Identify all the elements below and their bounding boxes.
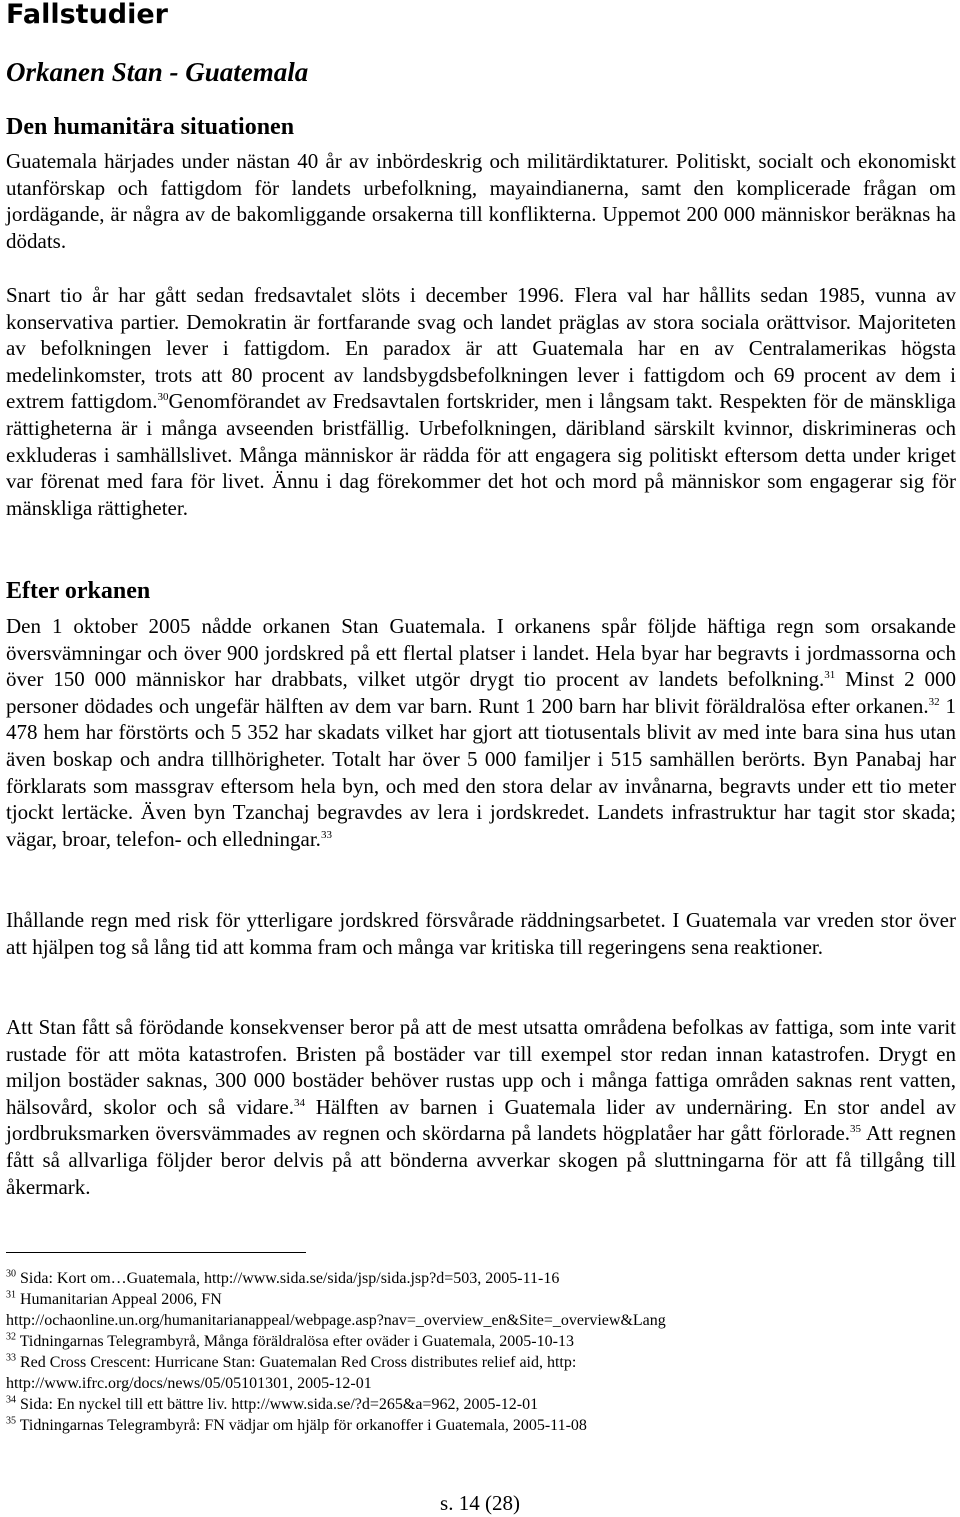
footnote-text: Humanitarian Appeal 2006, FN [16, 1291, 222, 1308]
paragraph-consequences [6, 1014, 956, 1200]
footnote-number: 34 [6, 1394, 16, 1406]
footnote [6, 1310, 956, 1331]
footnote-ref[interactable]: 33 [320, 828, 332, 841]
footnote-number: 33 [6, 1352, 16, 1364]
footnote-text: Red Cross Crescent: Hurricane Stan: Guatemalan Red Cross distributes relief aid, http: [16, 1354, 577, 1371]
footnote-text: Sida: Kort om…Guatemala, http://www.sida.se/sida/jsp/sida.jsp?d=503, 2005-11-16 [16, 1270, 560, 1287]
footnote [6, 1289, 956, 1310]
paragraph-text: Genomförandet av Fredsavtalen fortskrider, men i långsam takt. Respekten för de mänskliga rättigheterna är i många avseenden bristfällig. Urbefolkningen, däribland särskilt kvinnor, diskrimineras och exkluderas i samhällslivet. Många människor är rädda för att engagera sig politiskt eftersom detta under kriget var förenat med fara för livet. Ännu i dag förekommer det hot och mord på människor som engagerar sig för mänskliga rättigheter. [6, 389, 956, 520]
footnote-ref[interactable]: 31 [824, 669, 836, 682]
footnote-number: 31 [6, 1289, 16, 1301]
paragraph-text: Minst 2 000 personer dödades och ungefär hälften av dem var barn. Runt 1 200 barn har blivit föräldralösa efter orkanen. [6, 667, 956, 718]
case-title: Orkanen Stan - Guatemala [6, 57, 309, 87]
paragraph-text: Ihållande regn med risk för ytterligare jordskred försvårade räddningsarbetet. I Guatemala var vreden stor över att hjälpen tog så lång tid att komma fram och många var kritiska till regeringens sena reaktioner. [6, 908, 956, 959]
footnote [6, 1352, 956, 1373]
footnote-text: http://www.ifrc.org/docs/news/05/05101301, 2005-12-01 [6, 1375, 372, 1392]
paragraph-rescue [6, 907, 956, 960]
page-title: Fallstudier [6, 0, 168, 30]
footnote [6, 1331, 956, 1352]
footnote-number: 35 [6, 1415, 16, 1427]
footnote-text: http://ochaonline.un.org/humanitarianappeal/webpage.asp?nav=_overview_en&Site=_overview&Lang [6, 1312, 666, 1329]
footnotes-section [6, 1268, 956, 1436]
footnote [6, 1415, 956, 1436]
paragraph-hurricane-impact [6, 613, 956, 852]
footnote-divider [6, 1252, 306, 1253]
paragraph-background [6, 148, 956, 254]
footnote-ref[interactable]: 34 [293, 1096, 305, 1109]
paragraph-text: Att Stan fått så förödande konsekvenser beror på att de mest utsatta områdena befolkas av fattiga, som inte varit rustade för att möta katastrofen. Bristen på bostäder var till exempel stor redan innan katastrofen. Drygt en miljon bostäder saknas, 300 000 bostäder behöver rustas upp och i många fattiga områden saknas rent vatten, hälsovård, skolor och så vidare. [6, 1015, 956, 1119]
footnote [6, 1394, 956, 1415]
footnote-ref[interactable]: 32 [928, 695, 940, 708]
section-heading-humanitarian: Den humanitära situationen [6, 114, 295, 140]
footnote-ref[interactable]: 30 [157, 391, 169, 404]
paragraph-text: Snart tio år har gått sedan fredsavtalet slöts i december 1996. Flera val har hållits sedan 1985, vunna av konservativa partier. Demokratin är fortfarande svag och landet präglas av stora sociala orättvisor. Majoriteten av befolkningen lever i fattigdom. En paradox är att Guatemala har en av Centralamerikas högsta medelinkomster, trots att 80 procent av landsbygdsbefolkningen lever i fattigdom och 69 procent av dem i extrem fattigdom. [6, 283, 956, 414]
footnote [6, 1268, 956, 1289]
footnote-text: Sida: En nyckel till ett bättre liv. http://www.sida.se/?d=265&a=962, 2005-12-01 [16, 1396, 539, 1413]
paragraph-text: Att regnen fått så allvarliga följder beror delvis på att bönderna avverkar skogen på sluttningarna för att få tillgång till åkermark. [6, 1121, 956, 1199]
paragraph-text: Hälften av barnen i Guatemala lider av undernäring. En stor andel av jordbruksmarken översvämmades av regnen och skördarna på landets högplatåer har gått förlorade. [6, 1094, 956, 1146]
paragraph-peace-accord [6, 282, 956, 521]
page-number: s. 14 (28) [440, 1491, 520, 1515]
footnote-number: 30 [6, 1268, 16, 1280]
footnote-text: Tidningarnas Telegrambyrå, Många föräldralösa efter oväder i Guatemala, 2005-10-13 [16, 1333, 574, 1350]
footnote-text: Tidningarnas Telegrambyrå: FN vädjar om hjälp för orkanoffer i Guatemala, 2005-11-08 [16, 1417, 587, 1434]
paragraph-text: Guatemala härjades under nästan 40 år av inbördeskrig och militärdiktaturer. Politiskt, socialt och ekonomiskt utanförskap och fattigdom för landets urbefolkning, mayaindianerna, samt den komplicerade frågan om jordägande, är några av de bakomliggande orsakerna till konflikterna. Uppemot 200 000 människor beräknas ha dödats. [6, 149, 956, 253]
footnote-ref[interactable]: 35 [850, 1123, 862, 1136]
footnote [6, 1373, 956, 1394]
section-heading-after-hurricane: Efter orkanen [6, 578, 151, 604]
paragraph-text: Den 1 oktober 2005 nådde orkanen Stan Guatemala. I orkanens spår följde häftiga regn som orsakande översvämningar och över 900 jordskred på ett flertal platser i landet. Hela byar har begravts i jordmassorna och över 150 000 människor har drabbats, vilket utgör drygt tio procent av landets befolkning. [6, 614, 956, 692]
footnote-number: 32 [6, 1331, 16, 1343]
paragraph-text: 1 478 hem har förstörts och 5 352 har skadats vilket har gjort att tiotusentals blivit av med inte bara sina hus utan även boskap och andra tillhörigheter. Totalt har över 5 000 familjer i 515 samhällen berörts. Byn Panabaj har förklarats som massgrav eftersom hela byn, och med den stora delar av invånarna, begravts under ett tio meter tjockt lertäcke. Även byn Tzanchaj begravdes av lera i jordskredet. Landets infrastruktur har tagit stor skada; vägar, broar, telefon- och elledningar. [6, 693, 957, 851]
